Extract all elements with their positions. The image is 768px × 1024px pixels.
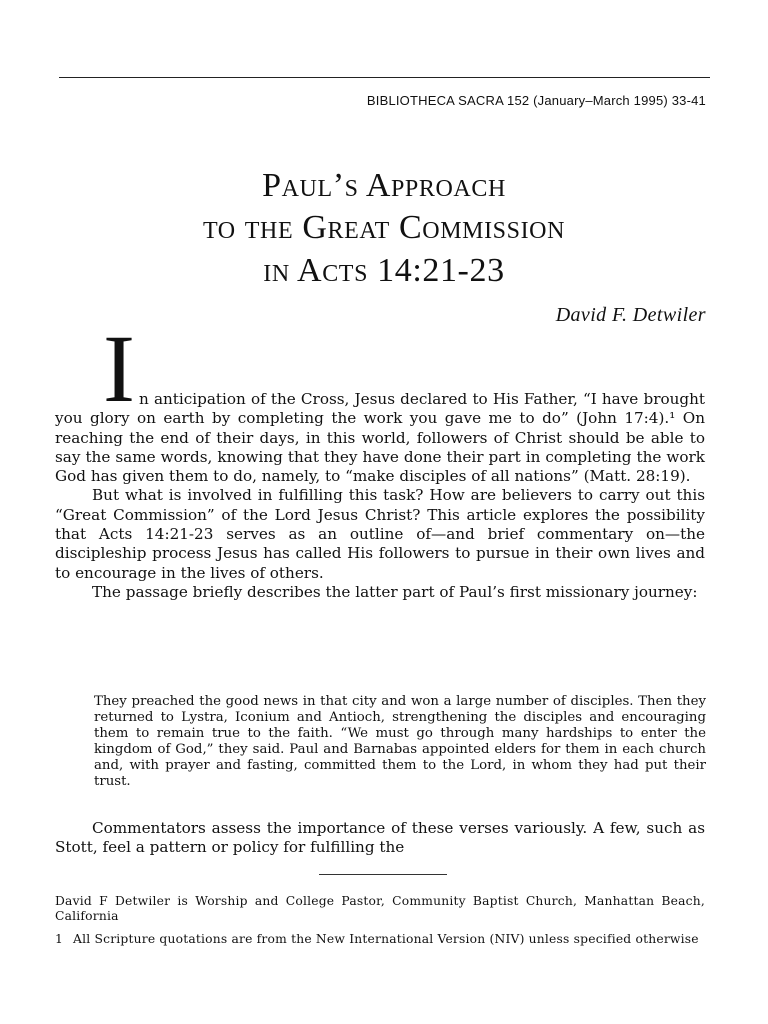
title-line-1: Paul’s Approach (262, 167, 506, 204)
author-byline: David F. Detwiler (555, 304, 706, 326)
drop-cap: I (103, 315, 135, 422)
paragraph-4: Commentators assess the importance of these verses variously. A few, such as Stott, feel a pattern or policy for fulfilling the (55, 819, 705, 857)
footnote-1 (55, 932, 705, 947)
footnote-text: All Scripture quotations are from the New International Version (NIV) unless specified otherwise (73, 932, 699, 946)
article-body-continued (55, 819, 705, 858)
article-body (55, 390, 705, 602)
footnote-rule (319, 874, 447, 875)
footnote-number: 1 (55, 932, 64, 946)
running-head: BIBLIOTHECA SACRA 152 (January–March 1995) 33-41 (366, 93, 706, 108)
title-line-2: to the Great Commission (202, 209, 566, 246)
author-footnote: David F Detwiler is Worship and College Pastor, Community Baptist Church, Manhattan Beach, California (55, 894, 705, 923)
block-quote: They preached the good news in that city and won a large number of disciples. Then they returned to Lystra, Iconium and Antioch, strengthening the disciples and encouraging them to remain true to the faith. “We must go through many hardships to enter the kingdom of God,” they said. Paul and Barnabas appointed elders for them in each church and, with prayer and fasting, committed them to the Lord, in whom they had put their trust. (94, 694, 706, 789)
paragraph-1 (55, 390, 705, 486)
header-rule (59, 77, 710, 78)
title-line-3: in Acts 14:21-23 (263, 252, 505, 289)
paragraph-2: But what is involved in fulfilling this task? How are believers to carry out this “Great Commission” of the Lord Jesus Christ? This article explores the possibility that Acts 14:21-23 serves as an outline of—and brief commentary on—the discipleship process Jesus has called His followers to pursue in their own lives and to encourage in the lives of others. (55, 486, 705, 582)
paragraph-1-text: n anticipation of the Cross, Jesus declared to His Father, “I have brought you glory on earth by completing the work you gave me to do” (John 17:4).¹ On reaching the end of their days, in this world, followers of Christ should be able to say the same words, knowing that they have done their part in completing the work God has given them to do, namely, to “make disciples of all nations” (Matt. 28:19). (55, 390, 705, 486)
paragraph-3: The passage briefly describes the latter part of Paul’s first missionary journey: (92, 582, 698, 601)
